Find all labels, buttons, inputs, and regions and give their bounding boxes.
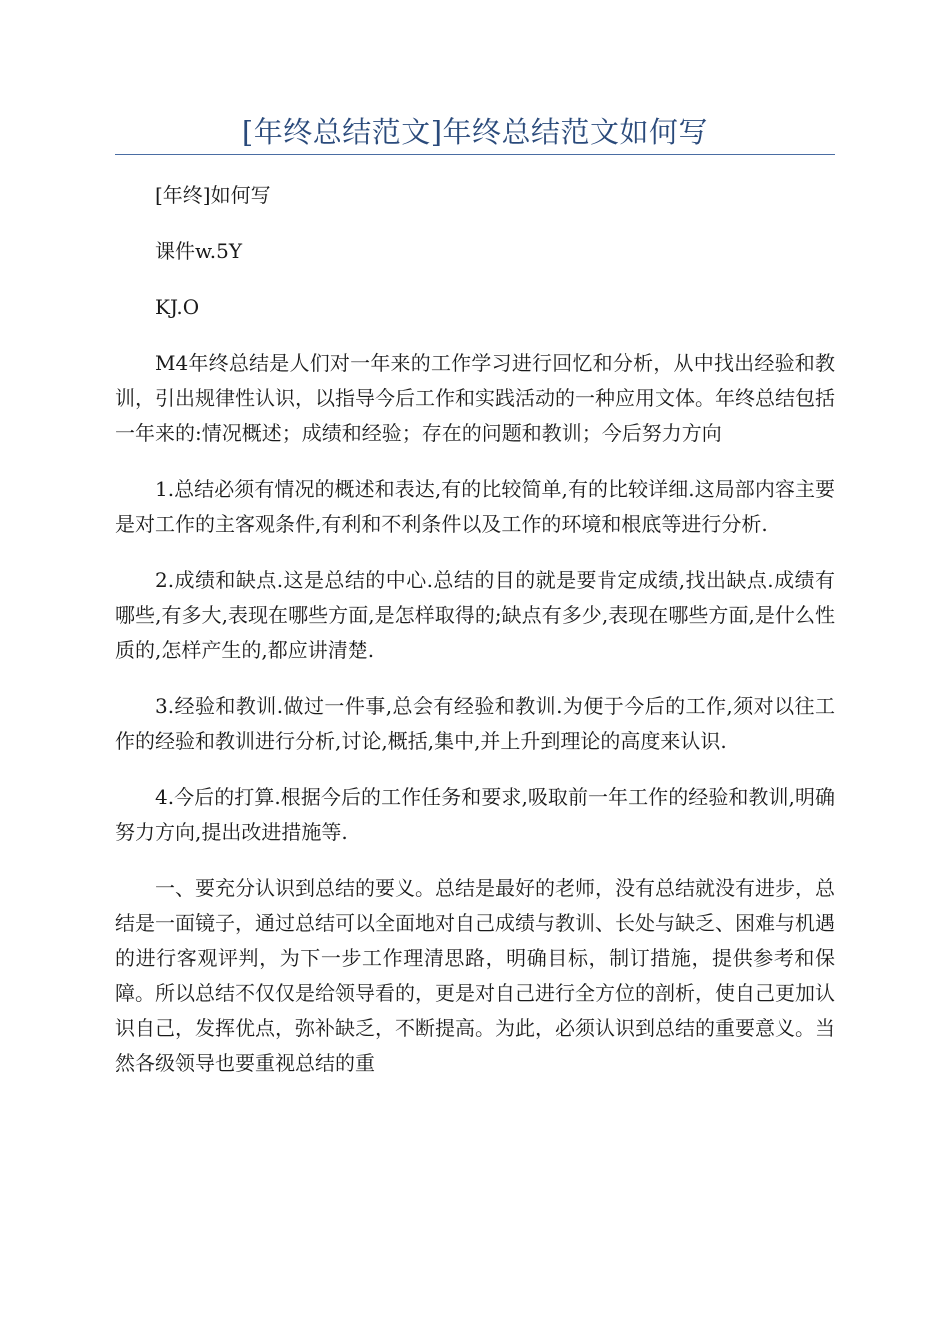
paragraph: [年终]如何写 xyxy=(155,183,271,207)
title-underline xyxy=(115,154,835,155)
paragraph: 3.经验和教训.做过一件事,总会有经验和教训.为便于今后的工作,须对以往工作的经验和教训进行分析,讨论,概括,集中,并上升到理论的高度来认识. xyxy=(115,694,835,753)
paragraph: KJ.O xyxy=(155,295,200,319)
paragraph: 1.总结必须有情况的概述和表达,有的比较简单,有的比较详细.这局部内容主要是对工作的主客观条件,有利和不利条件以及工作的环境和根底等进行分析. xyxy=(115,477,835,536)
document-title: [年终总结范文]年终总结范文如何写 xyxy=(241,115,709,149)
paragraph: M4年终总结是人们对一年来的工作学习进行回忆和分析，从中找出经验和教训，引出规律性认识，以指导今后工作和实践活动的一种应用文体。年终总结包括一年来的:情况概述；成绩和经验；存在的问题和教训；今后努力方向 xyxy=(115,351,835,445)
paragraph: 2.成绩和缺点.这是总结的中心.总结的目的就是要肯定成绩,找出缺点.成绩有哪些,有多大,表现在哪些方面,是怎样取得的;缺点有多少,表现在哪些方面,是什么性质的,怎样产生的,都应讲清楚. xyxy=(115,568,835,662)
document-body xyxy=(115,178,835,1102)
paragraph: 课件w.5Y xyxy=(155,239,243,263)
paragraph: 一、要充分认识到总结的要义。总结是最好的老师，没有总结就没有进步，总结是一面镜子，通过总结可以全面地对自己成绩与教训、长处与缺乏、困难与机遇的进行客观评判，为下一步工作理清思路，明确目标，制订措施，提供参考和保障。所以总结不仅仅是给领导看的，更是对自己进行全方位的剖析，使自己更加认识自己，发挥优点，弥补缺乏，不断提高。为此，必须认识到总结的重要意义。当然各级领导也要重视总结的重 xyxy=(115,876,835,1075)
paragraph: 4.今后的打算.根据今后的工作任务和要求,吸取前一年工作的经验和教训,明确努力方向,提出改进措施等. xyxy=(115,785,835,844)
